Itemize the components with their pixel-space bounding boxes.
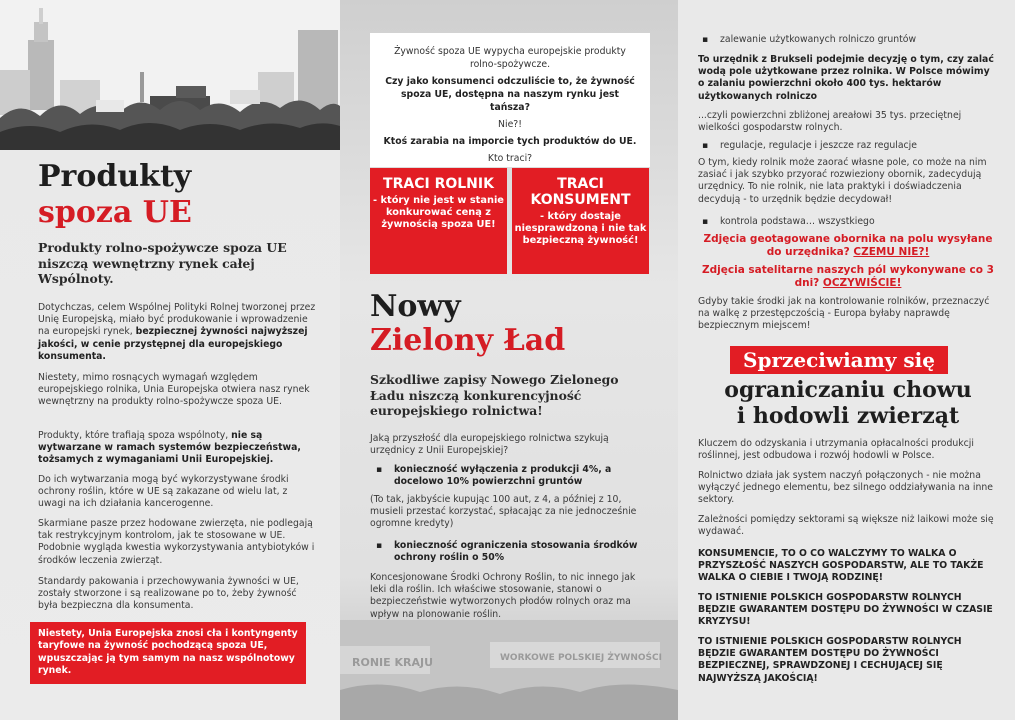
oppose-title-box: Sprzeciwiamy się [730, 346, 948, 374]
consumer-loses-card [512, 168, 649, 274]
faded-protest-photo-image [340, 620, 678, 720]
car-analogy-note: (To tak, jakbyście kupując 100 aut, z 4, a później z 10, musieli przestać korzystać, spłacając za nie jednocześnie ogromne kredyty) [370, 494, 637, 530]
faded-protest-photo [340, 620, 678, 720]
area-paragraph: ...czyli powierzchni zbliżonej areałowi 35 tys. przeciętnej wielkości gospodarstw rolnych. [698, 110, 962, 134]
plant-protection-paragraph: Koncesjonowane Środki Ochrony Roślin, to nic innego jak leki dla roślin. Ich właściwe stosowanie, stanowi o bezpieczeństwie wytworzonych płodów rolnych oraz ma wpływ na plonowanie roślin. [370, 572, 636, 620]
section-subtitle: Produkty rolno-spożywcze spoza UE niszczą wewnętrzny rynek całej Wspólnoty. [38, 240, 287, 287]
crisis-guarantee: TO ISTNIENIE POLSKICH GOSPODARSTW ROLNYCH BĘDZIE GWARANTEM DOSTĘPU DO ŻYWNOŚCI W CZASIE KRYZYSU! [698, 592, 993, 628]
consumer-loses-text: - który dostaje niesprawdzoną i nie tak bezpieczną żywność! [514, 211, 647, 246]
paragraph-safety [38, 430, 316, 467]
regulations-paragraph: O tym, kiedy rolnik może zaorać własne pole, co może na nim zasiać i jak szybko przyorać rozwieziony obornik, zadecydują urzędnicy. To nie rolnik, nie lata praktyki i doświadczenia decydują - to urzędnik będzie decydował! [698, 157, 987, 205]
paragraph-safety-text: Produkty, które trafiają spoza wspólnoty, [38, 430, 232, 441]
bullet-control: ▪ kontrola podstawa… wszystkiego [698, 216, 998, 228]
paragraph-wpr-text: Dotychczas, celem Wspólnej Polityki Rolnej tworzonej przez Unię Europejską, miało być produkowanie i wprowadzenie na europejski rynek, [38, 302, 316, 338]
panel-products-outside-eu [0, 0, 340, 720]
quality-guarantee: TO ISTNIENIE POLSKICH GOSPODARSTW ROLNYCH BĘDZIE GWARANTEM DOSTĘPU DO ŻYWNOŚCI BEZPIECZNEJ, SPRAWDZONEJ I CECHUJĄCEJ SIĘ NAJWYŻSZĄ JAKOŚCIĄ! [698, 636, 962, 684]
bullet-flooding: ▪ zalewanie użytkowanych rolniczo gruntów [698, 34, 998, 46]
oppose-title-line2: ograniczaniu chowu [724, 377, 972, 403]
satellite-photos-note [698, 264, 998, 290]
question-box-line3: Nie?! [498, 119, 522, 130]
question-box-line4: Ktoś zarabia na imporcie tych produktów do UE. [383, 136, 637, 147]
paragraph-wpr [38, 302, 316, 363]
oppose-title-line3: i hodowli zwierząt [736, 403, 960, 429]
paragraph-packaging: Standardy pakowania i przechowywania żywności w UE, zostały stworzone i są realizowane po to, żeby żywność była bezpieczna dla konsumenta. [38, 576, 299, 612]
green-deal-intro: Jaką przyszłość dla europejskiego rolnictwa szykują urzędnicy z Unii Europejskiej? [370, 433, 609, 457]
question-box [370, 33, 650, 167]
bullet-regulations: ▪ regulacje, regulacje i jeszcze raz regulacje [698, 140, 998, 152]
livestock-paragraph: Kluczem do odzyskania i utrzymania opłacalności produkcji roślinnej, jest odbudowa i rozwój hodowli w Polsce. [698, 438, 974, 462]
question-box-line1: Żywność spoza UE wypycha europejskie produkty rolno-spożywcze. [394, 46, 626, 70]
geotag-photos-note [698, 233, 998, 259]
green-deal-subtitle: Szkodliwe zapisy Nowego Zielonego Ładu niszczą konkurencyjność europejskiego rolnictwa! [370, 372, 619, 419]
paragraph-wpr-bold: bezpiecznej żywności najwyższej jakości, w cenie przystępnej dla europejskiego konsumenta. [38, 326, 308, 362]
bullet-pesticide-reduction: ▪ konieczność ograniczenia stosowania środków ochrony roślin o 50% [370, 540, 652, 564]
green-deal-title-line2: Zielony Ład [370, 323, 566, 358]
farmer-loses-text: - który nie jest w stanie konkurować ceną z żywnością spoza UE! [373, 195, 504, 230]
protest-photo-image [0, 0, 340, 150]
green-deal-title-line1: Nowy [370, 289, 461, 324]
flooding-paragraph: To urzędnik z Brukseli podejmie decyzję o tym, czy zalać wodą pole użytkowane przez rolnika. W Polsce mówimy o zalaniu powierzchni około 400 tys. hektarów użytkowanych rolniczo [698, 54, 994, 102]
connected-vessels-paragraph: Rolnictwo działa jak system naczyń połączonych - nie można wyłączyć jednego elementu, bez silnego oddziaływania na inne sektory. [698, 470, 993, 506]
question-box-line5: Kto traci? [487, 153, 533, 164]
consumer-appeal: KONSUMENCIE, TO O CO WALCZYMY TO WALKA O PRZYSZŁOŚĆ NASZYCH GOSPODARSTW, ALE TO TAKŻE WALKA O CIEBIE I TWOJĄ RODZINĘ! [698, 548, 984, 584]
paragraph-market: Niestety, mimo rosnących wymagań względem europejskiego rolnika, Unia Europejska otwiera nasz rynek wewnętrzny na produkty rolno-spożywcze spoza UE. [38, 372, 310, 408]
satellite-photos-link: OCZYWIŚCIE! [822, 277, 902, 289]
paragraph-safety-bold: nie są wytwarzane w ramach systemów bezpieczeństwa, tożsamych z wymaganiami Unii Europejskiej. [38, 430, 301, 466]
satellite-photos-text: Zdjęcia satelitarne naszych pól wykonywane co 3 dni? [702, 264, 994, 289]
paragraph-pesticides: Do ich wytwarzania mogą być wykorzystywane środki ochrony roślin, które w UE są zakazane od wielu lat, z uwagi na ich działania kancerogenne. [38, 474, 289, 510]
consumer-loses-heading: TRACI KONSUMENT [530, 176, 631, 208]
bullet-land-exclusion: ▪ konieczność wyłączenia z produkcji 4%, a docelowo 10% powierzchni gruntów [370, 464, 652, 488]
banner-mid-text: WORKOWE POLSKIEJ ŻYWNOŚCI [500, 653, 662, 663]
panel-regulations [678, 0, 1015, 720]
crime-paragraph: Gdyby takie środki jak na kontrolowanie rolników, przeznaczyć na walkę z przestępczością - Europa byłaby naprawdę bezpiecznym miejscem! [698, 296, 990, 332]
farmer-loses-heading: TRACI ROLNIK [383, 176, 494, 192]
farmer-loses-card [370, 168, 507, 274]
protest-photo [0, 0, 340, 150]
banner-left-text: RONIE KRAJU [352, 656, 433, 669]
geotag-photos-link: CZEMU NIE?! [853, 246, 930, 258]
page-title-line1: Produkty [38, 159, 192, 194]
tariff-warning-box: Niestety, Unia Europejska znosi cła i kontyngenty taryfowe na żywność pochodzącą spoza UE, wpuszczając ją tym samym na nasz wspólnotowy rynek. [30, 622, 306, 684]
panel-green-deal [340, 0, 678, 720]
page-title-line2: spoza UE [38, 195, 192, 230]
dependencies-paragraph: Zależności pomiędzy sektorami są większe niż laikowi może się wydawać. [698, 514, 994, 538]
question-box-line2: Czy jako konsumenci odczuliście to, że żywność spoza UE, dostępna na naszym rynku jest tańsza? [385, 76, 635, 113]
geotag-photos-text: Zdjęcia geotagowane obornika na polu wysyłane do urzędnika? [703, 233, 993, 258]
paragraph-feed: Skarmiane pasze przez hodowane zwierzęta, nie podlegają tak restrykcyjnym kontrolom, jak te stosowane w UE. Podobnie wygląda kwestia wykorzystywania antybiotyków i środków leczenia zwierząt. [38, 518, 315, 566]
